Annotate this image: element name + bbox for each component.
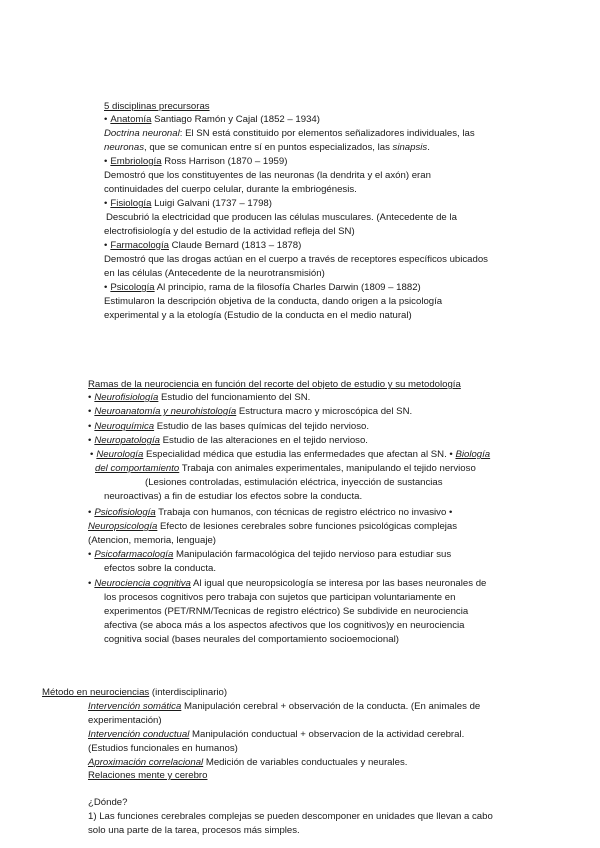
paragraph-line: experimental y a la etología (Estudio de la conducta en el medio natural) [104, 310, 412, 321]
list-item-embriologia [104, 155, 287, 169]
item-text: Medición de variables conductuales y neurales. [203, 757, 408, 768]
section-title-precursoras: 5 disciplinas precursoras [104, 101, 210, 112]
paragraph-line: (Lesiones controladas, estimulación eléctrica, inyección de sustancias [145, 477, 443, 488]
paragraph-line: neuroactivas) a fin de estudiar los efectos sobre la conducta. [104, 491, 363, 502]
term-anatomia: Anatomía [110, 114, 152, 125]
term-psicofisiologia: Psicofisiología [94, 507, 156, 518]
term-neurologia: Neurología [96, 449, 144, 460]
list-item-fisiologia [104, 197, 272, 211]
item-text: Manipulación conductual + observacion de la actividad cerebral. [189, 729, 465, 740]
question-donde: ¿Dónde? [88, 797, 128, 808]
item-text: Luigi Galvani (1737 – 1798) [151, 198, 272, 209]
term-fisiologia: Fisiología [110, 198, 152, 209]
paragraph-line: electrofisiología y del estudio de la actividad refleja del SN) [104, 226, 355, 237]
term-embriologia: Embriología [110, 156, 162, 167]
term-del-comportamiento: del comportamiento [95, 463, 180, 474]
list-item-neuropatologia [88, 434, 368, 448]
item-text: Estudio del funcionamiento del SN. [158, 392, 311, 403]
item-text: Manipulación cerebral + observación de la conducta. (En animales de [181, 701, 481, 712]
term-psicologia: Psicología [110, 282, 155, 293]
paragraph-line: 1) Las funciones cerebrales complejas se pueden descomponer en unidades que llevan a cabo [88, 811, 493, 822]
term-sinapsis: sinapsis [392, 142, 428, 153]
item-text: Efecto de lesiones cerebrales sobre funciones psicológicas complejas [157, 521, 458, 532]
list-item-biologia-comportamiento [95, 462, 476, 476]
item-text: Estudio de las bases químicas del tejido nervioso. [154, 421, 370, 432]
paragraph-line: (Estudios funcionales en humanos) [88, 743, 238, 754]
line-text: : El SN está constituido por elementos señalizadores individuales, las [179, 128, 475, 139]
term-psicofarmacologia: Psicofarmacología [94, 549, 174, 560]
subtitle-relaciones: Relaciones mente y cerebro [88, 770, 208, 781]
paragraph-line: Demostró que los constituyentes de las neuronas (la dendrita y el axón) eran [104, 170, 431, 181]
term-intervencion-somatica: Intervención somática [88, 701, 182, 712]
term-neurociencia-cognitiva: Neurociencia cognitiva [94, 578, 191, 589]
item-text: Manipulación farmacológica del tejido nervioso para estudiar sus [173, 549, 452, 560]
item-text: Trabaja con humanos, con técnicas de registro eléctrico no invasivo • [155, 507, 453, 518]
paragraph-line: experimentación) [88, 715, 162, 726]
list-item-psicofarmacologia [88, 548, 451, 562]
list-item-neurociencia-cognitiva [88, 577, 486, 591]
item-text: Al igual que neuropsicología se interesa por las bases neuronales de [190, 578, 487, 589]
list-item-neuropsicologia [88, 520, 457, 534]
list-item-psicofisiologia [88, 506, 452, 520]
method-item-conductual [88, 728, 464, 742]
line-text: , que se comunican entre sí en puntos especializados, las [144, 142, 393, 153]
paragraph-line: Estimularon la descripción objetiva de la conducta, dando origen a la psicología [104, 296, 443, 307]
term-neuroanatomia: Neuroanatomía y neurohistología [94, 406, 237, 417]
paragraph-line: efectos sobre la conducta. [104, 563, 216, 574]
list-item-farmacologia [104, 239, 301, 253]
term-aproximacion-correlacional: Aproximación correlacional [88, 757, 204, 768]
paragraph-line: experimentos (PET/RNM/Tecnicas de registro eléctrico) Se subdivide en neurociencia [104, 606, 469, 617]
list-item-neurofisiologia [88, 391, 310, 405]
term-neuropsicologia: Neuropsicología [88, 521, 158, 532]
term-neuropatologia: Neuropatología [94, 435, 160, 446]
term-biologia: Biología [455, 449, 491, 460]
list-item-neuroquimica [88, 420, 369, 434]
paragraph-line [104, 127, 475, 141]
item-text: Ross Harrison (1870 – 1959) [161, 156, 288, 167]
list-item-psicologia [104, 281, 421, 295]
paragraph-line: Descubrió la electricidad que producen las células musculares. (Antecedente de la [106, 212, 457, 223]
term-neuroquimica: Neuroquímica [94, 421, 155, 432]
section-title-text: Método en neurociencias [42, 687, 150, 698]
paragraph-line: Demostró que las drogas actúan en el cuerpo a través de receptores específicos ubicados [104, 254, 488, 265]
item-text: Santiago Ramón y Cajal (1852 – 1934) [151, 114, 320, 125]
paragraph-line: cognitiva social (bases neurales del comportamiento socioemocional) [104, 634, 399, 645]
item-text: Claude Bernard (1813 – 1878) [169, 240, 302, 251]
paragraph-line [104, 141, 430, 155]
paragraph-line: continuidades del cuerpo celular, durante la embriogénesis. [104, 184, 357, 195]
paragraph-line: solo una parte de la tarea, procesos más simples. [88, 825, 300, 836]
paragraph-line: los procesos cognitivos pero trabaja con sujetos que participan voluntariamente en [104, 592, 456, 603]
paragraph-line: afectiva (se aboca más a los aspectos afectivos que los cognitivos)y en neurociencia [104, 620, 465, 631]
list-item-neurologia [90, 448, 490, 462]
item-text: Trabaja con animales experimentales, manipulando el tejido nervioso [179, 463, 476, 474]
section-title-metodo [42, 686, 227, 700]
term-farmacologia: Farmacología [110, 240, 170, 251]
item-text: Estudio de las alteraciones en el tejido nervioso. [159, 435, 368, 446]
term-intervencion-conductual: Intervención conductual [88, 729, 190, 740]
paragraph-line: (Atencion, memoria, lenguaje) [88, 535, 216, 546]
item-text: Estructura macro y microscópica del SN. [236, 406, 413, 417]
section-title-suffix: (interdisciplinario) [149, 687, 228, 698]
term-doctrina-neuronal: Doctrina neuronal [104, 128, 180, 139]
method-item-correlacional [88, 756, 407, 770]
term-neuronas: neuronas [104, 142, 145, 153]
list-item-anatomia [104, 113, 320, 127]
paragraph-line: en las células (Antecedente de la neurotransmisión) [104, 268, 325, 279]
method-item-somatica [88, 700, 480, 714]
list-item-neuroanatomia [88, 405, 412, 419]
line-text: . [427, 142, 430, 153]
item-text: Especialidad médica que estudia las enfermedades que afectan al SN. • [143, 449, 453, 460]
section-title-ramas: Ramas de la neurociencia en función del recorte del objeto de estudio y su metodología [88, 379, 461, 390]
term-neurofisiologia: Neurofisiología [94, 392, 159, 403]
item-text: Al principio, rama de la filosofía Charles Darwin (1809 – 1882) [154, 282, 421, 293]
